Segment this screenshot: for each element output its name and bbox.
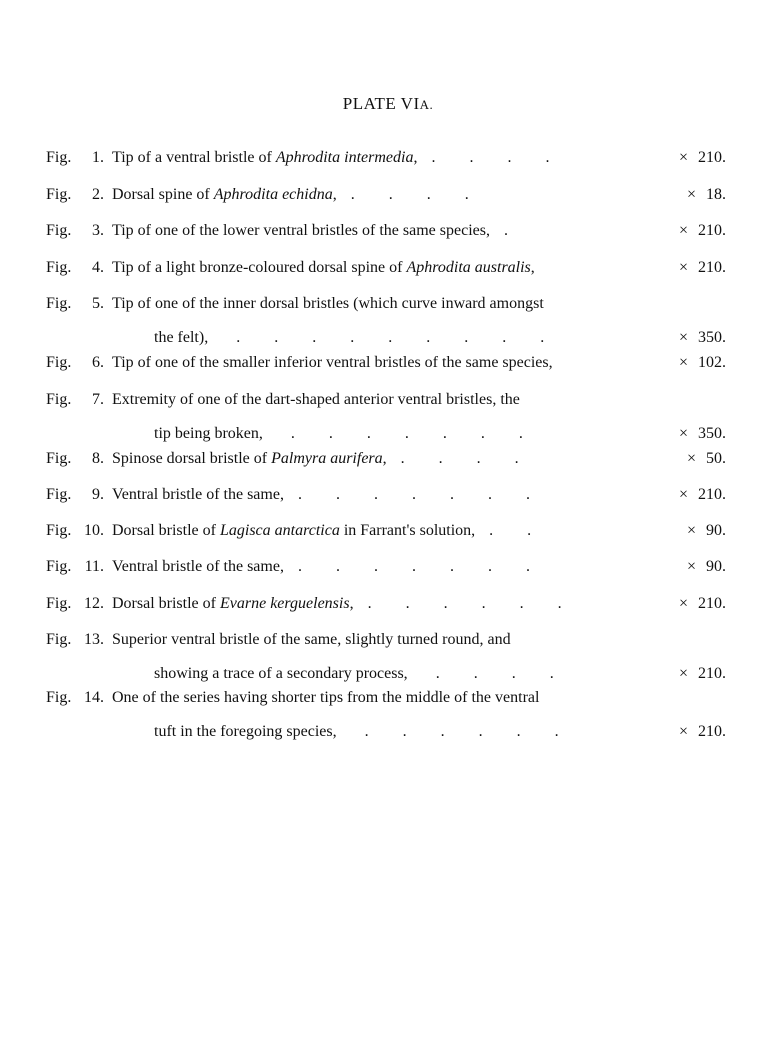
figure-entry [46,182,726,207]
magnification: × 210. [678,259,726,276]
figure-label: Fig. [46,186,72,203]
figure-entry [46,145,726,170]
figure-caption: One of the series having shorter tips from the middle of the ventral [112,689,540,706]
figure-entry [46,554,726,579]
figure-entry [46,482,726,507]
figure-caption-continued: tip being broken, . . . . . . . [154,425,523,442]
magnification: × 50. [686,450,726,467]
plate-title-suffix: A. [419,97,434,112]
figure-caption-continued: the felt), . . . . . . . . . [154,329,545,346]
leader-dots: . . . . [431,149,550,166]
figure-entry [46,591,726,616]
figure-number: 7. [92,391,104,408]
species-name: Aphrodita australis [406,259,531,276]
species-name: Lagisca antarctica [219,522,340,539]
magnification: × 210. [678,665,726,682]
leader-dots: . . . . . . . [290,425,523,442]
leader-dots: . [503,222,508,239]
figure-caption: Tip of one of the lower ventral bristles of the same species, . [112,222,508,239]
magnification: × 350. [678,329,726,346]
figure-number: 10. [84,522,104,539]
figure-caption: Extremity of one of the dart-shaped anterior ventral bristles, the [112,391,520,408]
figure-label: Fig. [46,149,72,166]
figure-entry [46,387,726,446]
figure-label: Fig. [46,450,72,467]
figure-label: Fig. [46,522,72,539]
leader-dots: . . . . [350,186,469,203]
figure-label: Fig. [46,558,72,575]
figure-label: Fig. [46,689,72,706]
figure-label: Fig. [46,631,72,648]
figure-number: 2. [92,186,104,203]
figure-label: Fig. [46,295,72,312]
figure-number: 1. [92,149,104,166]
figure-caption: Tip of a light bronze-coloured dorsal spine of Aphrodita australis, [112,259,535,276]
figure-label: Fig. [46,595,72,612]
figure-entry [46,627,726,686]
leader-dots: . . . . [435,665,554,682]
figure-caption: Ventral bristle of the same, . . . . . . . [112,558,530,575]
magnification: × 90. [686,522,726,539]
species-name: Evarne kerguelensis [219,595,350,612]
figure-entry [46,685,726,744]
figure-number: 13. [84,631,104,648]
figure-number: 9. [92,486,104,503]
figure-caption: Dorsal spine of Aphrodita echidna, . . . . [112,186,469,203]
figure-number: 12. [84,595,104,612]
figure-number: 14. [84,689,104,706]
figure-caption: Dorsal bristle of Lagisca antarctica in Farrant's solution, . . [112,522,532,539]
figure-entry [46,350,726,375]
figure-number: 11. [84,558,104,575]
magnification: × 210. [678,486,726,503]
leader-dots: . . [489,522,532,539]
figure-number: 3. [92,222,104,239]
magnification: × 210. [678,595,726,612]
figure-caption-continued: showing a trace of a secondary process, . . . . [154,665,554,682]
figure-caption: Tip of one of the inner dorsal bristles (which curve inward amongst [112,295,544,312]
figure-entry [46,291,726,350]
figure-entry [46,218,726,243]
figure-number: 5. [92,295,104,312]
magnification: × 210. [678,222,726,239]
leader-dots: . . . . . . [367,595,562,612]
species-name: Palmyra aurifera [271,450,383,467]
figure-number: 8. [92,450,104,467]
figure-label: Fig. [46,391,72,408]
species-name: Aphrodita intermedia [275,149,414,166]
figure-caption: Tip of a ventral bristle of Aphrodita intermedia, . . . . [112,149,550,166]
figure-entry [46,255,726,280]
figure-caption: Dorsal bristle of Evarne kerguelensis, . . . . . . [112,595,562,612]
figure-label: Fig. [46,222,72,239]
figure-number: 4. [92,259,104,276]
figure-label: Fig. [46,486,72,503]
figure-label: Fig. [46,259,72,276]
figure-number: 6. [92,354,104,371]
magnification: × 102. [678,354,726,371]
leader-dots: . . . . [400,450,519,467]
species-name: Aphrodita echidna [213,186,333,203]
leader-dots: . . . . . . . [297,486,530,503]
leader-dots: . . . . . . [364,723,559,740]
figure-caption-continued: tuft in the foregoing species, . . . . . . [154,723,559,740]
figure-entry [46,518,726,543]
figure-caption: Superior ventral bristle of the same, slightly turned round, and [112,631,511,648]
magnification: × 210. [678,149,726,166]
plate-title [0,94,776,114]
leader-dots: . . . . . . . . . [236,329,545,346]
figure-label: Fig. [46,354,72,371]
leader-dots: . . . . . . . [297,558,530,575]
figure-entry [46,446,726,471]
figure-caption: Tip of one of the smaller inferior ventral bristles of the same species, [112,354,553,371]
figure-caption: Spinose dorsal bristle of Palmyra aurifera, . . . . [112,450,519,467]
plate-title-main: PLATE VI [342,94,420,113]
magnification: × 18. [686,186,726,203]
magnification: × 90. [686,558,726,575]
magnification: × 350. [678,425,726,442]
figure-caption: Ventral bristle of the same, . . . . . . . [112,486,530,503]
magnification: × 210. [678,723,726,740]
